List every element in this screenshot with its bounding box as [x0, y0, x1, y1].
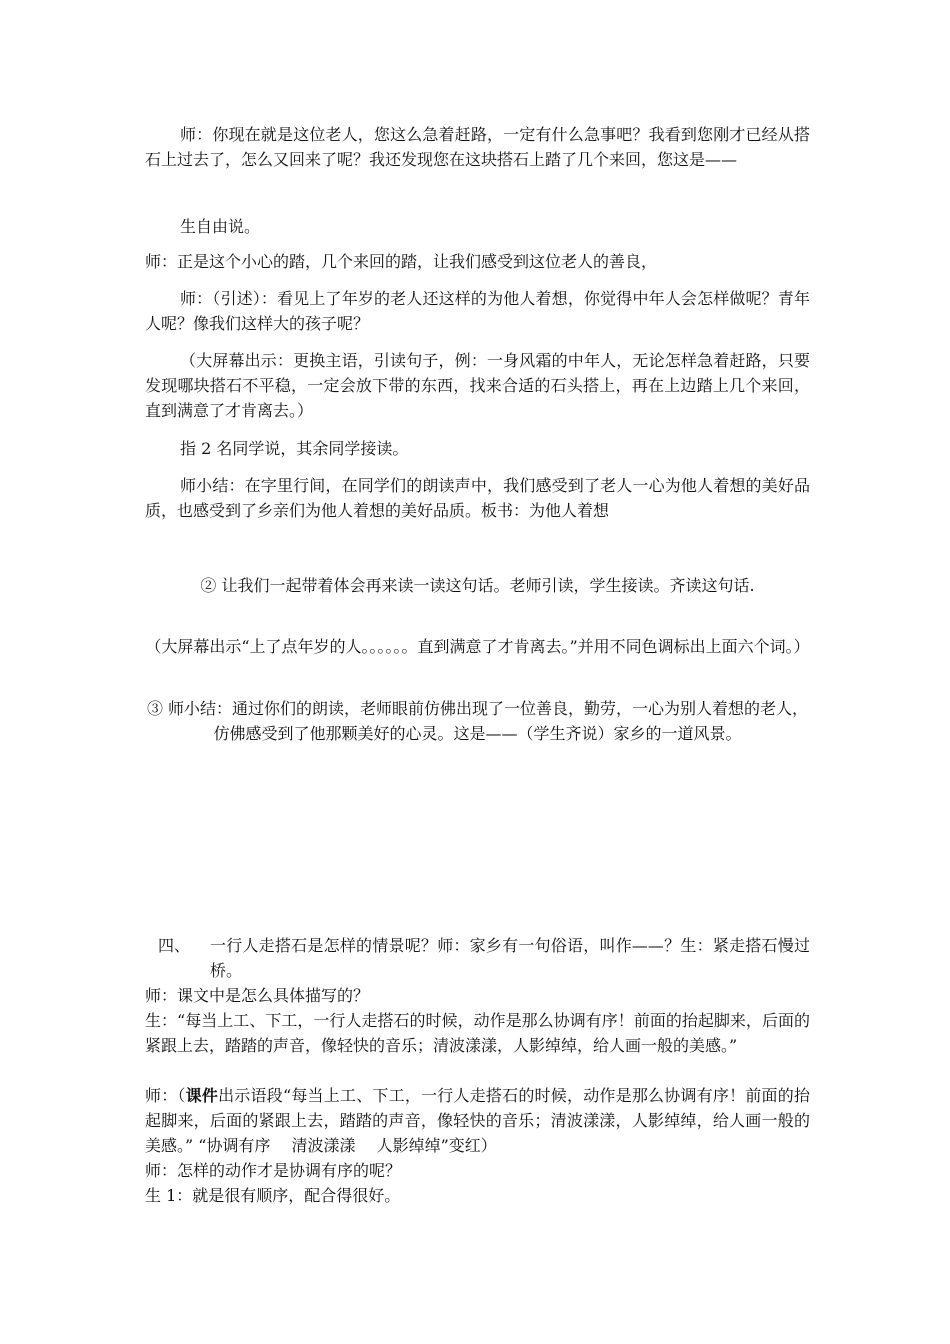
paragraph-teacher-ask: 师：课文中是怎么具体描写的？: [145, 986, 370, 1005]
paragraph-read-together: ② 让我们一起带着体会再来读一读这句话。老师引读，学生接读。齐读这句话.: [200, 576, 755, 595]
paragraph-students-free-talk: 生自由说。: [180, 217, 261, 236]
paragraph-teacher-summary-2: ③ 师小结：通过你们的朗读，老师眼前仿佛出现了一位善良，勤劳，一心为别人着想的老人，仿佛感受到了他那颗美好的心灵。这是——（学生齐说）家乡的一道风景。: [146, 699, 809, 743]
paragraph-teacher-summary: 师小结：在字里行间，在同学们的朗读声中，我们感受到了老人一心为他人着想的美好品质，也感受到了乡亲们为他人着想的美好品质。板书：为他人着想: [145, 476, 810, 520]
courseware-prefix: 师：（: [145, 1086, 186, 1105]
paragraph-screen-display-2: （大屏幕出示“上了点年岁的人。。。。。。直到满意了才肯离去。”并用不同色调标出上面六个词。）: [145, 637, 810, 656]
paragraph-teacher-quote: 师：（引述）：看见上了年岁的老人还这样的为他人着想，你觉得中年人会怎样做呢？青年人呢？像我们这样大的孩子呢？: [145, 289, 810, 333]
courseware-text: 出示语段“每当上工、下工，一行人走搭石的时候，动作是那么协调有序！前面的抬起脚来，后面的紧跟上去，踏踏的声音，像轻快的音乐；清波漾漾，人影绰绰，给人画一般的美感。” “协调有序 清波漾漾 人影绰绰”变红）: [145, 1086, 810, 1155]
paragraph-students-read: 指 2 名同学说，其余同学接读。: [180, 439, 409, 458]
paragraph-teacher-question: 师：你现在就是这位老人，您这么急着赶路，一定有什么急事吧？我看到您刚才已经从搭石上过去了，怎么又回来了呢？我还发现您在这块搭石上踏了几个来回，您这是——: [145, 125, 810, 169]
paragraph-teacher-ask-2: 师：怎样的动作才是协调有序的呢？: [145, 1161, 402, 1180]
section-number: 四、: [158, 936, 191, 955]
paragraph-student-1: 生 1：就是很有顺序，配合得很好。: [145, 1186, 401, 1205]
paragraph-section-four: 一行人走搭石是怎样的情景呢？师：家乡有一句俗语，叫作——？生：紧走搭石慢过桥。: [210, 936, 810, 980]
courseware-label: 课件: [185, 1086, 219, 1105]
paragraph-courseware: [145, 1083, 810, 1158]
paragraph-screen-display: （大屏幕出示：更换主语，引读句子，例：一身风霜的中年人，无论怎样急着赶路，只要发现哪块搭石不平稳，一定会放下带的东西，找来合适的石头搭上，再在上边踏上几个来回，直到满意了才肯离去。）: [145, 351, 810, 420]
paragraph-teacher-kindness: 师：正是这个小心的踏，几个来回的踏，让我们感受到这位老人的善良，: [145, 252, 658, 271]
paragraph-student-answer: 生：“每当上工、下工，一行人走搭石的时候，动作是那么协调有序！前面的抬起脚来，后面的紧跟上去，踏踏的声音，像轻快的音乐；清波漾漾，人影绰绰，给人画一般的美感。”: [145, 1011, 810, 1055]
